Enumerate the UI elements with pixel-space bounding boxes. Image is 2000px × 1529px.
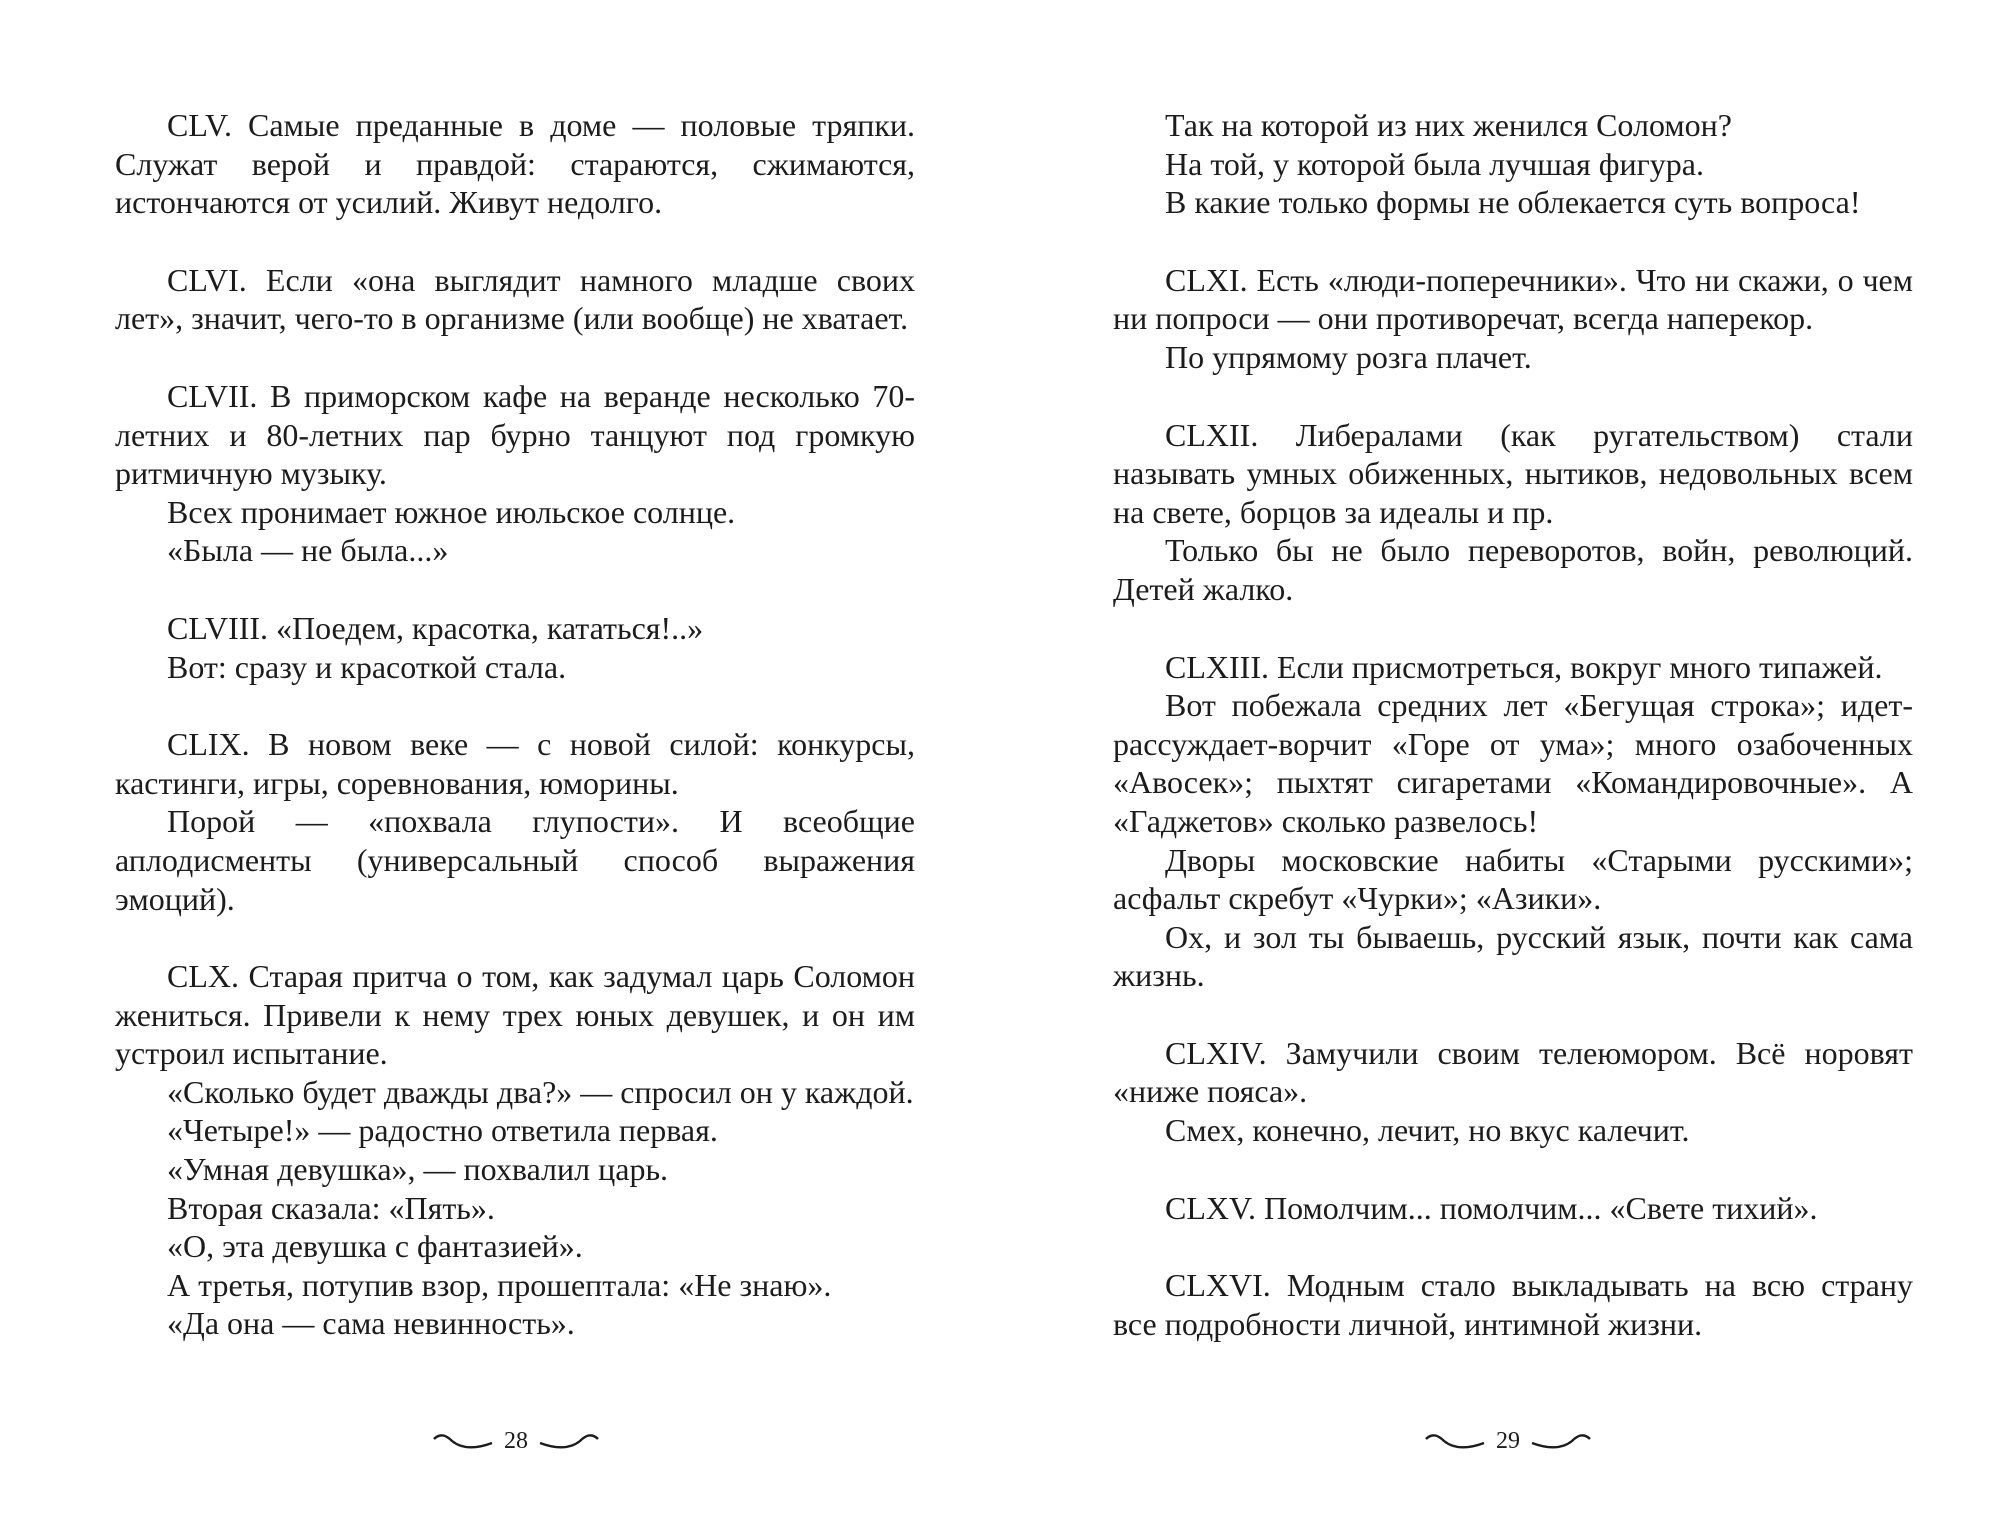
entry [115,106,915,222]
left-page-footer [432,1428,600,1455]
paragraph: Ох, и зол ты бываешь, русский язык, почти как сама жизнь. [1113,918,1913,994]
paragraph: CLXIII. Если присмотреться, вокруг много типажей. [1165,648,1883,685]
entry [1113,1189,1913,1228]
right-page [1113,106,1913,1382]
paragraph: «Была — не была...» [167,532,449,569]
paragraph: Вторая сказала: «Пять». [167,1189,495,1226]
paragraph: А третья, потупив взор, прошептала: «Не знаю». [167,1266,832,1303]
paragraph: На той, у которой была лучшая фигура. [1165,145,1704,182]
paragraph: CLVIII. «Поедем, красотка, кататься!..» [167,609,704,646]
paragraph: Только бы не было переворотов, войн, революций. Детей жалко. [1113,532,1913,607]
entry [115,261,915,338]
right-swash-ornament-icon [1530,1431,1592,1453]
paragraph: «Умная девушка», — похвалил царь. [167,1151,669,1188]
page-number: 28 [504,1428,528,1454]
right-swash-ornament-icon [538,1431,600,1453]
paragraph: CLIX. В новом веке — с новой силой: конкурсы, кастинги, игры, соревнования, юморины. [115,726,915,801]
entry [1113,261,1913,377]
left-swash-ornament-icon [1424,1431,1486,1453]
paragraph: Всех пронимает южное июльское солнце. [167,493,736,530]
paragraph: CLVI. Если «она выглядит намного младше своих лет», значит, чего-то в организме (или вообще) не хватает. [115,261,915,337]
entry [1113,416,1913,609]
paragraph: CLXVI. Модным стало выкладывать на всю страну все подробности личной, интимной жизни. [1113,1267,1913,1342]
entry [115,957,915,1343]
paragraph: CLXII. Либералами (как ругательством) стали называть умных обиженных, нытиков, недовольных всем на свете, борцов за идеалы и пр. [1113,416,1913,530]
entry [1113,106,1913,222]
entry [1113,1266,1913,1343]
paragraph: Вот побежала средних лет «Бегущая строка»; идет-рассуждает-ворчит «Горе от ума»; много озабоченных «Авосек»; пыхтят сигаретами «Командировочные». А «Гаджетов» сколько развелось! [1113,687,1913,839]
left-page [115,106,915,1382]
paragraph: Порой — «похвала глупости». И всеобщие аплодисменты (универсальный способ выражения эмоций). [115,803,915,917]
paragraph: Дворы московские набиты «Старыми русскими»; асфальт скребут «Чурки»; «Азики». [1113,841,1913,917]
entry [1113,1034,1913,1150]
paragraph: По упрямому розга плачет. [1165,338,1532,375]
paragraph: Смех, конечно, лечит, но вкус калечит. [1165,1112,1690,1149]
paragraph: «Да она — сама невинность». [167,1305,575,1342]
paragraph: CLV. Самые преданные в доме — половые тряпки. Служат верой и правдой: стараются, сжимаются, истончаются от усилий. Живут недолго. [115,107,915,221]
entry [1113,648,1913,995]
paragraph: «О, эта девушка с фантазией». [167,1228,583,1265]
paragraph: CLXV. Помолчим... помолчим... «Свете тихий». [1165,1189,1818,1226]
paragraph: «Сколько будет дважды два?» — спросил он у каждой. [167,1073,914,1110]
entry [115,609,915,686]
left-swash-ornament-icon [432,1431,494,1453]
entry [115,377,915,570]
paragraph: В какие только формы не облекается суть вопроса! [1165,184,1861,221]
entry [115,725,915,918]
paragraph: Так на которой из них женился Соломон? [1165,107,1732,143]
paragraph: CLXIV. Замучили своим телеюмором. Всё норовят «ниже пояса». [1113,1034,1913,1110]
paragraph: CLX. Старая притча о том, как задумал царь Соломон жениться. Привели к нему трех юных девушек, и он им устроил испытание. [115,958,915,1072]
page-number: 29 [1496,1428,1520,1454]
right-page-footer [1424,1428,1592,1455]
paragraph: «Четыре!» — радостно ответила первая. [167,1112,718,1149]
paragraph: CLVII. В приморском кафе на веранде несколько 70-летних и 80-летних пар бурно танцуют под громкую ритмичную музыку. [115,377,915,492]
paragraph: Вот: сразу и красоткой стала. [167,648,567,685]
paragraph: CLXI. Есть «люди-поперечники». Что ни скажи, о чем ни попроси — они противоречат, всегда наперекор. [1113,261,1913,337]
